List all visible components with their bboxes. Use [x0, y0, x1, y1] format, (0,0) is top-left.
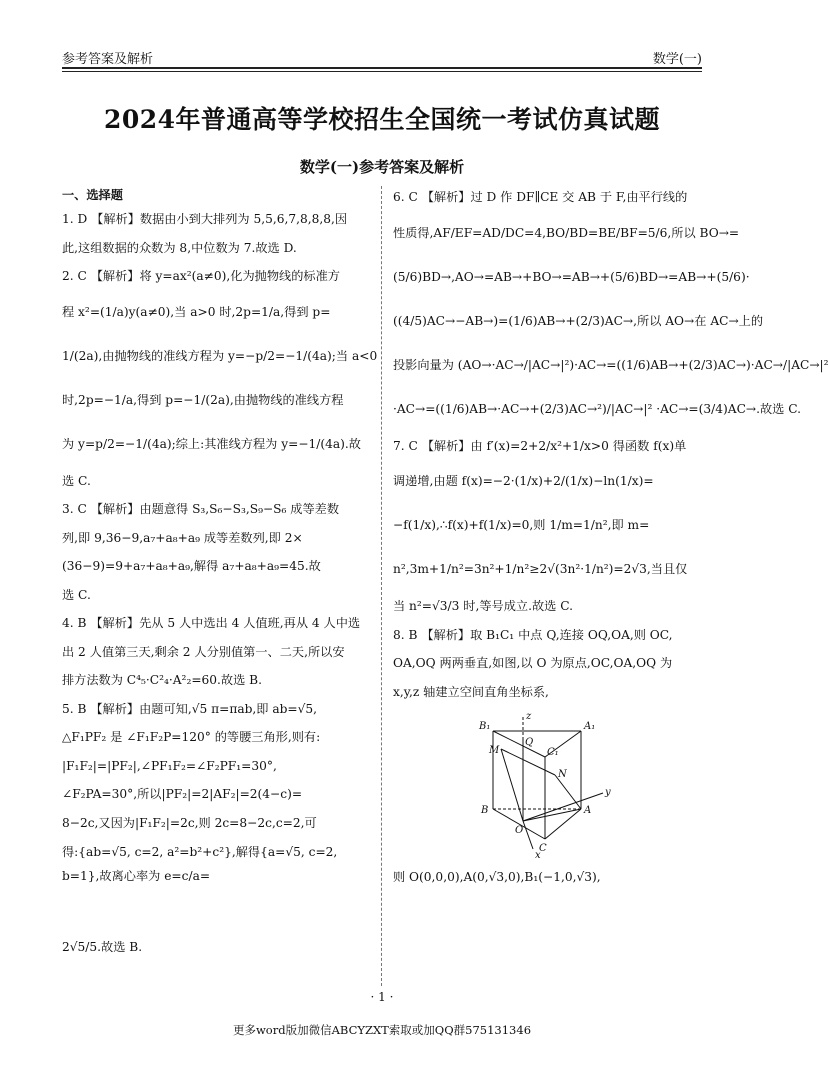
text-line: 当 n²=√3/3 时,等号成立.故选 C.	[393, 599, 573, 613]
text-line: 8. B 【解析】取 B₁C₁ 中点 Q,连接 OQ,OA,则 OC,	[393, 627, 673, 642]
figure-label: C	[539, 843, 547, 854]
text-line: 性质得,AF/EF=AD/DC=4,BO/BD=BE/BF=5/6,所以 BO→=	[393, 225, 740, 240]
text-line: ∠F₂PA=30°,所以|PF₂|=2|AF₂|=2(4−c)=	[62, 787, 303, 801]
header-left: 参考答案及解析	[62, 52, 154, 67]
text-line: |F₁F₂|=|PF₂|,∠PF₁F₂=∠F₂PF₁=30°,	[62, 758, 277, 773]
text-line: (5/6)BD→,AO→=AB→+BO→=AB→+(5/6)BD→=AB→+(5/6)·	[393, 269, 750, 284]
text-line: 此,这组数据的众数为 8,中位数为 7.故选 D.	[62, 240, 297, 255]
text-line: 得:{ab=√5, c=2, a²=b²+c²},解得{a=√5, c=2, b=1},故离心率为 e=c/a=	[62, 845, 338, 883]
text-line: ·AC→=((1/6)AB→·AC→+(2/3)AC→²)/|AC→|² ·AC→=(3/4)AC→.故选 C.	[393, 401, 801, 416]
text-line: 1/(2a),由抛物线的准线方程为 y=−p/2=−1/(4a);当 a<0	[62, 348, 378, 363]
column-divider	[381, 186, 382, 986]
figure-label: x	[535, 850, 541, 861]
figure-label: C₁	[547, 747, 559, 758]
text-line: 则 O(0,0,0),A(0,√3,0),B₁(−1,0,√3),	[393, 870, 601, 884]
text-line: 4. B 【解析】先从 5 人中选出 4 人值班,再从 4 人中选	[62, 616, 361, 630]
figure-label: N	[558, 769, 567, 780]
figure-label: y	[605, 787, 611, 798]
text-line: 3. C 【解析】由题意得 S₃,S₆−S₃,S₉−S₆ 成等差数	[62, 502, 340, 516]
figure-label: A₁	[584, 721, 596, 732]
header-rule-thin	[62, 71, 702, 72]
footer-note: 更多word版加微信ABCYZXT索取或加QQ群575131346	[232, 1023, 532, 1037]
text-line: ((4/5)AC→−AB→)=(1/6)AB→+(2/3)AC→,所以 AO→在 AC→上的	[393, 313, 764, 328]
text-line: 出 2 人值第三天,剩余 2 人分别值第一、二天,所以安	[62, 644, 345, 659]
text-line: 为 y=p/2=−1/(4a);综上:其准线方程为 y=−1/(4a).故	[62, 436, 361, 451]
figure-label: A	[584, 805, 592, 816]
page-number: · 1 ·	[370, 990, 394, 1004]
text-line: −f(1/x),∴f(x)+f(1/x)=0,则 1/m=1/n²,即 m=	[393, 518, 650, 532]
text-line: 8−2c,又因为|F₁F₂|=2c,则 2c=8−2c,c=2,可	[62, 815, 317, 830]
text-line: 7. C 【解析】由 f′(x)=2+2/x²+1/x>0 得函数 f(x)单	[393, 438, 687, 453]
text-line: 调递增,由题 f(x)=−2·(1/x)+2/(1/x)−ln(1/x)=	[393, 474, 654, 488]
figure-label: O	[515, 825, 524, 836]
figure-label: z	[526, 711, 532, 722]
text-line: 2√5/5.故选 B.	[62, 940, 143, 954]
text-line: 时,2p=−1/a,得到 p=−1/(2a),由抛物线的准线方程	[62, 392, 344, 407]
prism-figure	[463, 709, 613, 859]
section-title: 数学(一)参考答案及解析	[299, 158, 465, 176]
text-line: 列,即 9,36−9,a₇+a₈+a₉ 成等差数列,即 2×	[62, 530, 303, 545]
text-line: OA,OQ 两两垂直,如图,以 O 为原点,OC,OA,OQ 为	[393, 656, 673, 670]
left-column	[62, 186, 378, 965]
text-line: △F₁PF₂ 是 ∠F₁F₂P=120° 的等腰三角形,则有:	[62, 730, 321, 744]
text-line: 选 C.	[62, 587, 91, 602]
text-line: 投影向量为 (AO→·AC→/|AC→|²)·AC→=((1/6)AB→+(2/3)AC→)·AC→/|AC→|²	[393, 357, 829, 372]
text-line: 程 x²=(1/a)y(a≠0),当 a>0 时,2p=1/a,得到 p=	[62, 304, 331, 319]
section-heading: 一、选择题	[62, 188, 123, 202]
text-line: 6. C 【解析】过 D 作 DF∥CE 交 AB 于 F,由平行线的	[393, 190, 688, 204]
figure-label: B	[481, 805, 489, 816]
page-title: 2024年普通高等学校招生全国统一考试仿真试题	[103, 105, 661, 134]
header-rule	[62, 67, 702, 69]
figure-label: M	[489, 745, 500, 756]
text-line: 1. D 【解析】数据由小到大排列为 5,5,6,7,8,8,8,因	[62, 212, 348, 226]
text-line: x,y,z 轴建立空间直角坐标系,	[393, 684, 549, 699]
figure-label: Q	[525, 737, 534, 748]
text-line: n²,3m+1/n²=3n²+1/n²≥2√(3n²·1/n²)=2√3,当且仅	[393, 562, 688, 576]
figure-label: B₁	[479, 721, 491, 732]
text-line: (36−9)=9+a₇+a₈+a₉,解得 a₇+a₈+a₉=45.故	[62, 559, 321, 573]
text-line: 2. C 【解析】将 y=ax²(a≠0),化为抛物线的标准方	[62, 269, 340, 283]
text-line: 5. B 【解析】由题可知,√5 π=πab,即 ab=√5,	[62, 701, 318, 716]
text-line: 排方法数为 C⁴₅·C²₄·A²₂=60.故选 B.	[62, 673, 262, 687]
right-column	[393, 186, 829, 895]
text-line: 选 C.	[62, 473, 91, 488]
header-right: 数学(一)	[652, 52, 702, 67]
